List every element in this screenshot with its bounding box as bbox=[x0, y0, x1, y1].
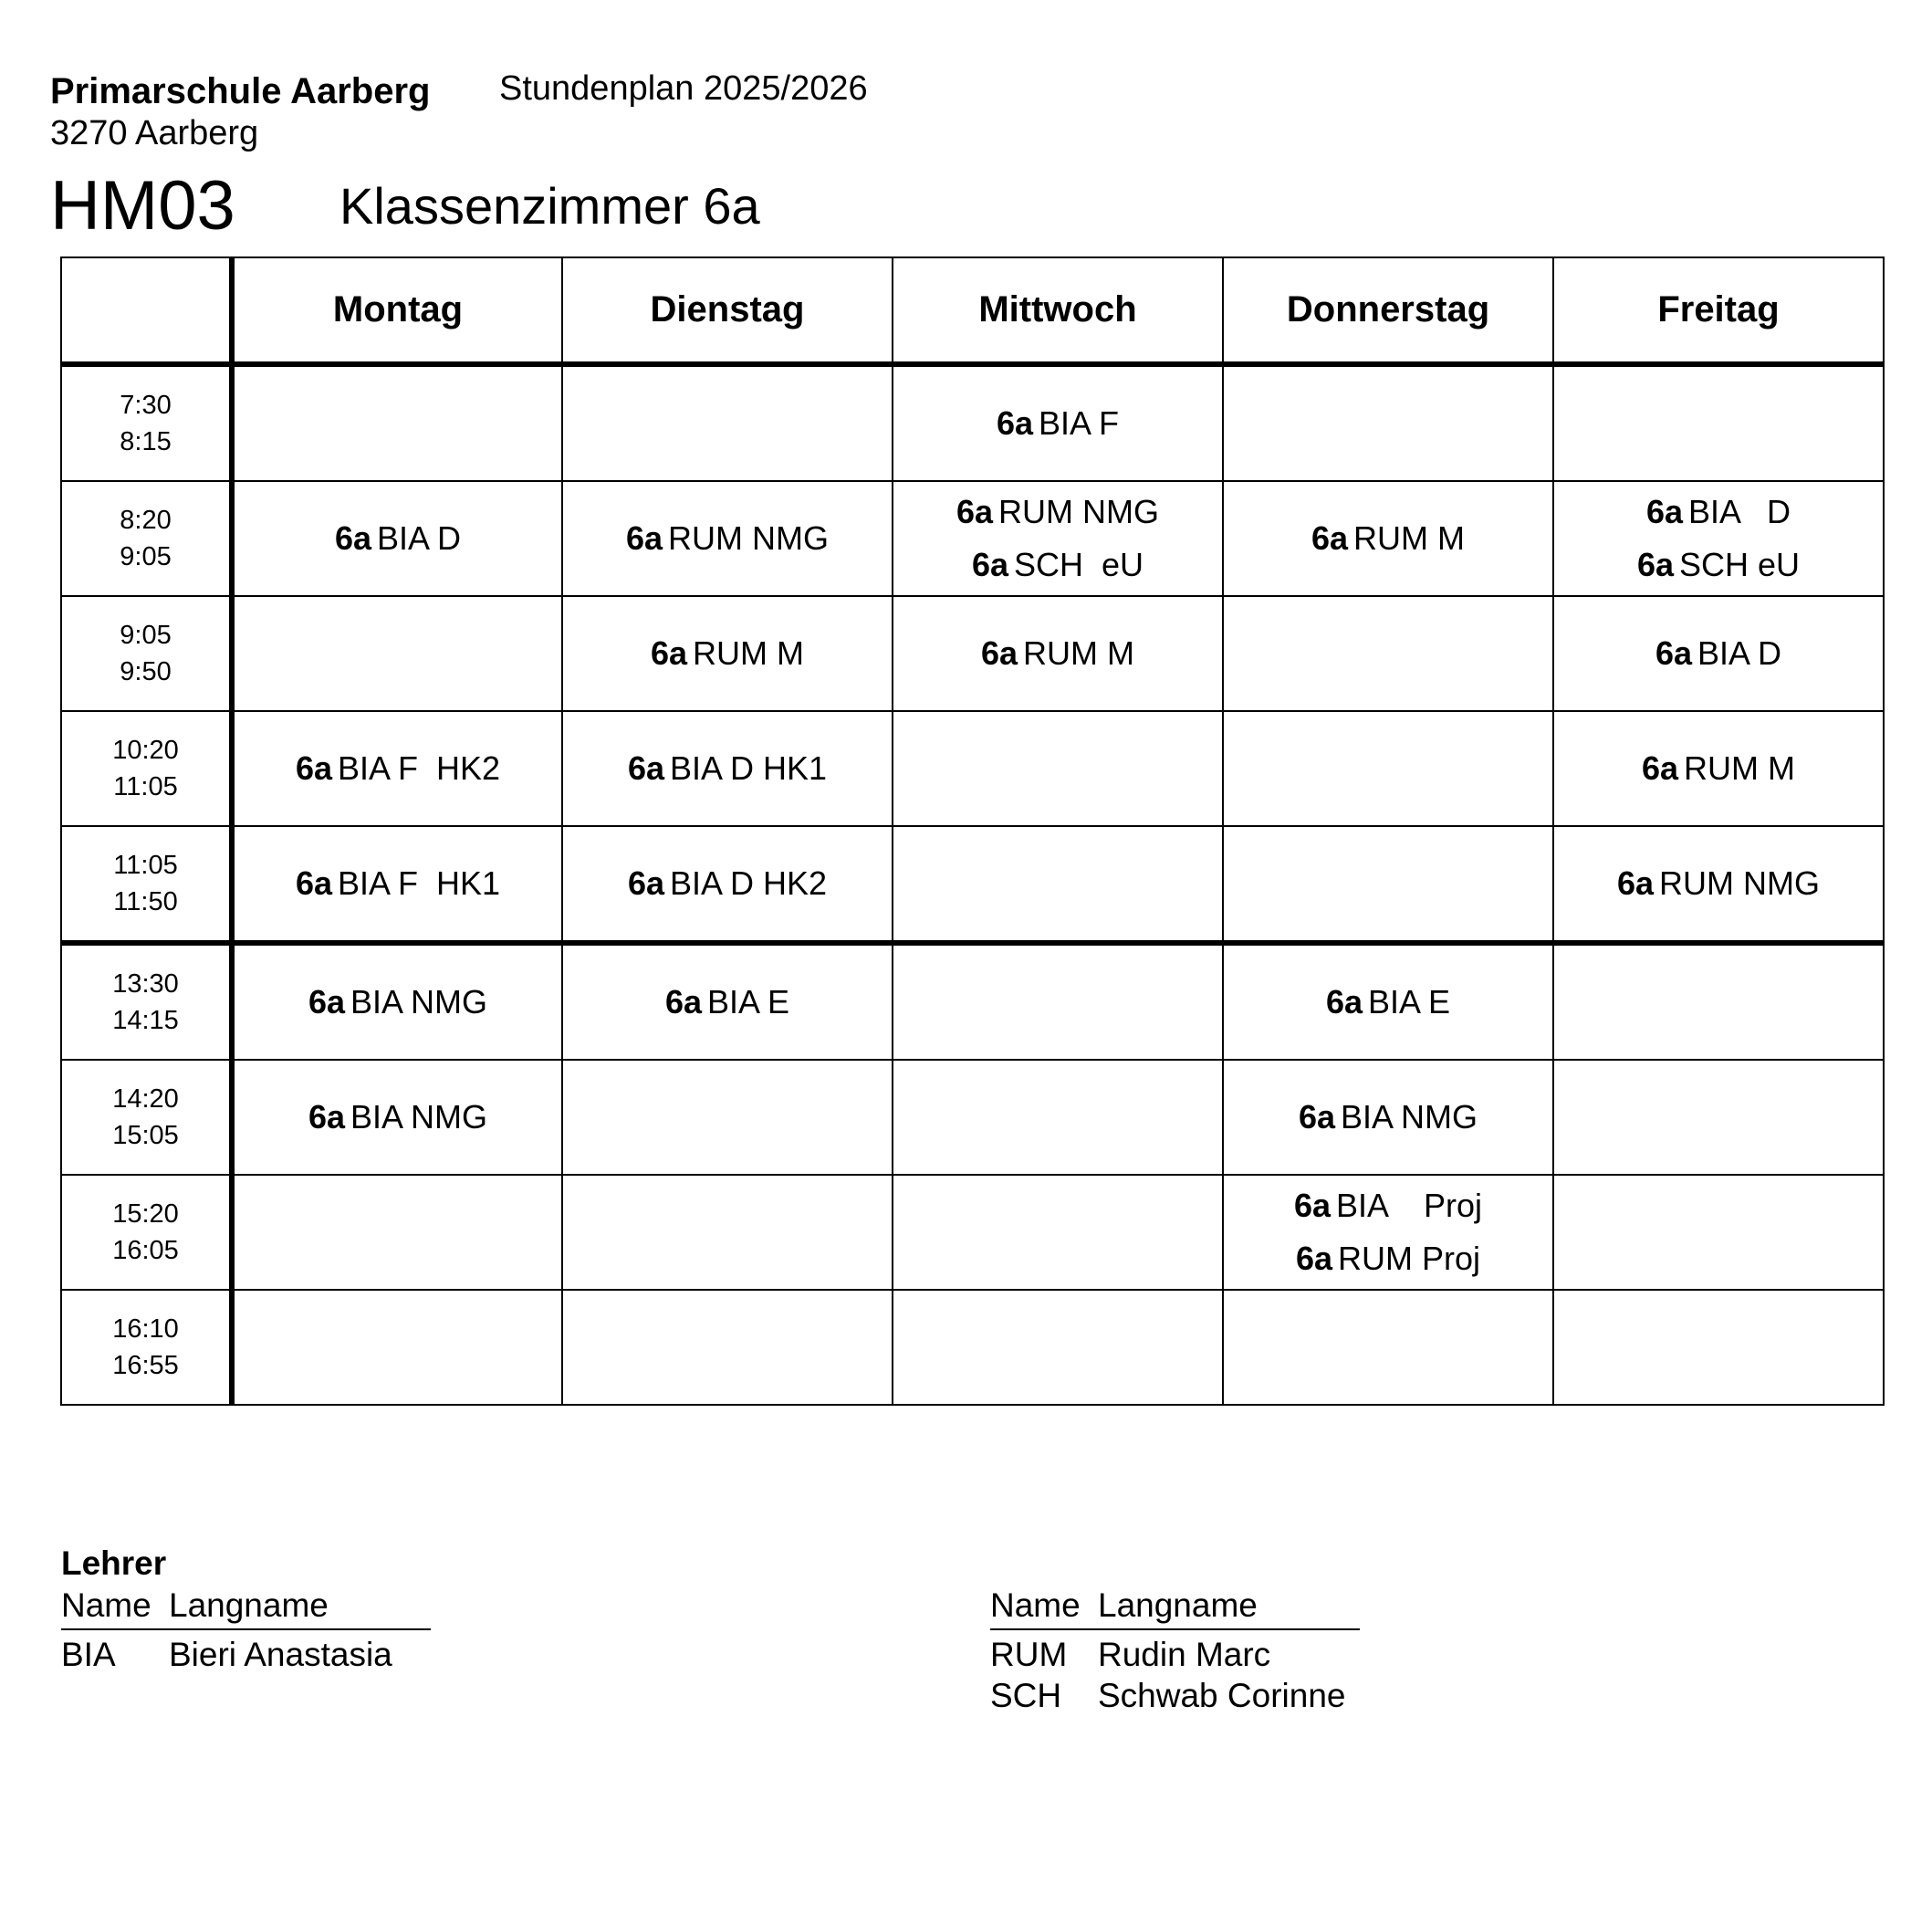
slot-end-time: 11:05 bbox=[113, 772, 178, 801]
class-label: 6a bbox=[971, 546, 1008, 583]
slot-end-time: 11:50 bbox=[113, 887, 178, 916]
class-label: 6a bbox=[334, 519, 371, 557]
slot-start-time: 11:05 bbox=[113, 851, 178, 880]
timeslot-row bbox=[61, 943, 1884, 1060]
lesson-entry bbox=[563, 976, 892, 1029]
class-label: 6a bbox=[980, 634, 1018, 672]
slot-start-time: 7:30 bbox=[120, 391, 172, 420]
timeslot-cell bbox=[61, 364, 232, 481]
lesson-entry bbox=[1554, 857, 1883, 910]
class-label: 6a bbox=[1311, 519, 1349, 557]
timeslot-cell bbox=[61, 1060, 232, 1175]
slot-start-time: 14:20 bbox=[112, 1084, 179, 1114]
lesson-cell bbox=[1223, 711, 1553, 826]
lesson-cell bbox=[893, 596, 1223, 711]
class-label: 6a bbox=[1636, 546, 1674, 583]
lesson-detail: BIA F HK2 bbox=[337, 749, 501, 787]
school-address: 3270 Aarberg bbox=[50, 114, 259, 152]
lesson-cell bbox=[1223, 943, 1553, 1060]
lesson-entry bbox=[563, 857, 892, 910]
slot-start-time: 9:05 bbox=[120, 621, 172, 650]
teacher-code: BIA bbox=[61, 1636, 116, 1673]
lesson-cell bbox=[232, 711, 562, 826]
legend-row bbox=[61, 1636, 431, 1677]
class-label: 6a bbox=[1295, 1240, 1333, 1277]
lesson-detail: RUM NMG bbox=[998, 493, 1160, 530]
slot-end-time: 16:05 bbox=[112, 1236, 179, 1265]
lesson-entry bbox=[893, 539, 1222, 591]
lesson-detail: BIA D HK2 bbox=[669, 864, 828, 902]
lesson-cell bbox=[562, 596, 893, 711]
lesson-entry bbox=[893, 397, 1222, 450]
lesson-cell bbox=[893, 1060, 1223, 1175]
timeslot-row bbox=[61, 1290, 1884, 1405]
lesson-detail: BIA E bbox=[706, 983, 790, 1021]
slot-start-time: 16:10 bbox=[112, 1314, 179, 1344]
class-label: 6a bbox=[996, 404, 1033, 442]
class-label: 6a bbox=[625, 519, 663, 557]
lesson-cell bbox=[1223, 1060, 1553, 1175]
lesson-cell bbox=[1223, 1290, 1553, 1405]
lesson-cell bbox=[232, 1060, 562, 1175]
lesson-entry bbox=[893, 627, 1222, 680]
day-header-row bbox=[61, 257, 1884, 364]
lesson-entry bbox=[1224, 1091, 1552, 1144]
class-label: 6a bbox=[1616, 864, 1655, 902]
class-label: 6a bbox=[1655, 634, 1692, 672]
timeslot-row bbox=[61, 1175, 1884, 1290]
class-label: 6a bbox=[1641, 749, 1679, 787]
lesson-cell bbox=[232, 1175, 562, 1290]
lesson-entry bbox=[1554, 486, 1883, 539]
timeslot-row bbox=[61, 826, 1884, 943]
timeslot-cell bbox=[61, 711, 232, 826]
lesson-detail: RUM M bbox=[1023, 634, 1135, 672]
slot-end-time: 8:15 bbox=[120, 427, 172, 456]
lesson-cell bbox=[562, 364, 893, 481]
class-label: 6a bbox=[295, 749, 332, 787]
lesson-cell bbox=[562, 943, 893, 1060]
lesson-cell bbox=[1553, 1290, 1884, 1405]
lesson-detail: SCH eU bbox=[1014, 546, 1144, 583]
lesson-detail: BIA D bbox=[1688, 493, 1791, 530]
lesson-cell bbox=[893, 1175, 1223, 1290]
class-label: 6a bbox=[627, 749, 664, 787]
legend-col-name: Name bbox=[990, 1586, 1081, 1624]
day-header: Freitag bbox=[1553, 257, 1884, 364]
lesson-detail: BIA NMG bbox=[1341, 1098, 1478, 1136]
timetable-body bbox=[61, 364, 1884, 1405]
lesson-entry bbox=[1224, 976, 1552, 1029]
lesson-cell bbox=[893, 826, 1223, 943]
lesson-entry bbox=[563, 627, 892, 680]
lesson-cell bbox=[893, 711, 1223, 826]
legend-header bbox=[61, 1586, 431, 1630]
legend-col-longname: Langname bbox=[169, 1586, 329, 1624]
plan-title: Stundenplan 2025/2026 bbox=[499, 69, 868, 108]
day-header: Montag bbox=[232, 257, 562, 364]
legend-header bbox=[990, 1586, 1360, 1630]
teacher-code: RUM bbox=[990, 1636, 1068, 1673]
lesson-cell bbox=[232, 943, 562, 1060]
lesson-detail: BIA D bbox=[1697, 634, 1782, 672]
lesson-detail: RUM NMG bbox=[1659, 864, 1821, 902]
class-label: 6a bbox=[650, 634, 688, 672]
lesson-cell bbox=[1553, 711, 1884, 826]
room-code: HM03 bbox=[50, 167, 235, 245]
lesson-cell bbox=[232, 364, 562, 481]
room-name: Klassenzimmer 6a bbox=[339, 177, 760, 235]
lesson-cell bbox=[232, 826, 562, 943]
lesson-detail: BIA Proj bbox=[1335, 1187, 1483, 1224]
lesson-cell bbox=[562, 1060, 893, 1175]
slot-start-time: 13:30 bbox=[112, 969, 179, 999]
timeslot-row bbox=[61, 596, 1884, 711]
timeslot-row bbox=[61, 364, 1884, 481]
lesson-detail: BIA D HK1 bbox=[669, 749, 828, 787]
class-label: 6a bbox=[308, 1098, 345, 1136]
lesson-cell bbox=[232, 596, 562, 711]
class-label: 6a bbox=[956, 493, 994, 530]
lesson-detail: BIA D bbox=[377, 519, 462, 557]
class-label: 6a bbox=[664, 983, 702, 1021]
lesson-cell bbox=[232, 1290, 562, 1405]
lesson-cell bbox=[562, 826, 893, 943]
lesson-cell bbox=[562, 1175, 893, 1290]
lesson-cell bbox=[562, 711, 893, 826]
class-label: 6a bbox=[627, 864, 664, 902]
slot-end-time: 9:50 bbox=[120, 657, 172, 686]
teachers-title: Lehrer bbox=[61, 1544, 167, 1582]
legend-col-longname: Langname bbox=[1098, 1586, 1258, 1624]
lesson-cell bbox=[893, 364, 1223, 481]
lesson-entry bbox=[235, 512, 561, 565]
lesson-entry bbox=[235, 742, 561, 795]
lesson-entry bbox=[1224, 512, 1552, 565]
lesson-detail: RUM Proj bbox=[1338, 1240, 1481, 1277]
slot-end-time: 14:15 bbox=[112, 1006, 179, 1035]
lesson-detail: RUM NMG bbox=[668, 519, 830, 557]
lesson-entry bbox=[1224, 1179, 1552, 1232]
legend-row bbox=[990, 1677, 1360, 1718]
lesson-cell bbox=[1553, 481, 1884, 596]
lesson-detail: RUM M bbox=[1684, 749, 1796, 787]
class-label: 6a bbox=[308, 983, 345, 1021]
lesson-cell bbox=[1223, 1175, 1553, 1290]
lesson-entry bbox=[563, 742, 892, 795]
lesson-entry bbox=[893, 486, 1222, 539]
slot-start-time: 15:20 bbox=[112, 1199, 179, 1229]
legend-col-name: Name bbox=[61, 1586, 151, 1624]
timeslot-cell bbox=[61, 826, 232, 943]
lesson-entry bbox=[235, 976, 561, 1029]
teacher-longname: Schwab Corinne bbox=[1098, 1677, 1346, 1714]
slot-start-time: 8:20 bbox=[120, 506, 172, 535]
day-header: Dienstag bbox=[562, 257, 893, 364]
timeslot-row bbox=[61, 1060, 1884, 1175]
lesson-detail: RUM M bbox=[693, 634, 805, 672]
teacher-code: SCH bbox=[990, 1677, 1062, 1714]
slot-start-time: 10:20 bbox=[112, 736, 179, 765]
class-label: 6a bbox=[1645, 493, 1683, 530]
lesson-cell bbox=[893, 1290, 1223, 1405]
lesson-cell bbox=[232, 481, 562, 596]
day-header: Mittwoch bbox=[893, 257, 1223, 364]
timeslot-cell bbox=[61, 943, 232, 1060]
lesson-cell bbox=[1223, 364, 1553, 481]
lesson-entry bbox=[235, 1091, 561, 1144]
lesson-detail: BIA F HK1 bbox=[337, 864, 501, 902]
teacher-legend-right bbox=[990, 1586, 1360, 1718]
timetable bbox=[60, 256, 1885, 1406]
lesson-cell bbox=[1223, 596, 1553, 711]
lesson-cell bbox=[1553, 1060, 1884, 1175]
teacher-longname: Bieri Anastasia bbox=[169, 1636, 392, 1673]
lesson-entry bbox=[235, 857, 561, 910]
lesson-cell bbox=[893, 943, 1223, 1060]
slot-end-time: 15:05 bbox=[112, 1121, 179, 1150]
timeslot-row bbox=[61, 481, 1884, 596]
lesson-cell bbox=[1553, 596, 1884, 711]
slot-end-time: 16:55 bbox=[112, 1351, 179, 1380]
lesson-detail: BIA NMG bbox=[350, 1098, 488, 1136]
lesson-detail: BIA F bbox=[1039, 404, 1120, 442]
lesson-cell bbox=[562, 481, 893, 596]
school-name: Primarschule Aarberg bbox=[50, 71, 431, 111]
lesson-cell bbox=[1223, 826, 1553, 943]
lesson-cell bbox=[1553, 1175, 1884, 1290]
teacher-longname: Rudin Marc bbox=[1098, 1636, 1271, 1673]
timeslot-cell bbox=[61, 481, 232, 596]
day-header: Donnerstag bbox=[1223, 257, 1553, 364]
lesson-cell bbox=[562, 1290, 893, 1405]
timeslot-cell bbox=[61, 596, 232, 711]
lesson-detail: BIA E bbox=[1367, 983, 1451, 1021]
lesson-cell bbox=[1553, 364, 1884, 481]
lesson-entry bbox=[1554, 742, 1883, 795]
corner-cell bbox=[61, 257, 232, 364]
class-label: 6a bbox=[1298, 1098, 1335, 1136]
lesson-entry bbox=[563, 512, 892, 565]
lesson-cell bbox=[1553, 943, 1884, 1060]
lesson-entry bbox=[1224, 1232, 1552, 1285]
lesson-detail: BIA NMG bbox=[350, 983, 488, 1021]
lesson-cell bbox=[1553, 826, 1884, 943]
timeslot-cell bbox=[61, 1175, 232, 1290]
slot-end-time: 9:05 bbox=[120, 542, 172, 571]
lesson-entry bbox=[1554, 539, 1883, 591]
timeslot-row bbox=[61, 711, 1884, 826]
lesson-entry bbox=[1554, 627, 1883, 680]
class-label: 6a bbox=[1293, 1187, 1331, 1224]
teacher-legend-left bbox=[61, 1586, 431, 1677]
legend-row bbox=[990, 1636, 1360, 1677]
timeslot-cell bbox=[61, 1290, 232, 1405]
class-label: 6a bbox=[295, 864, 332, 902]
lesson-detail: RUM M bbox=[1353, 519, 1466, 557]
class-label: 6a bbox=[1325, 983, 1363, 1021]
lesson-detail: SCH eU bbox=[1679, 546, 1801, 583]
lesson-cell bbox=[893, 481, 1223, 596]
lesson-cell bbox=[1223, 481, 1553, 596]
